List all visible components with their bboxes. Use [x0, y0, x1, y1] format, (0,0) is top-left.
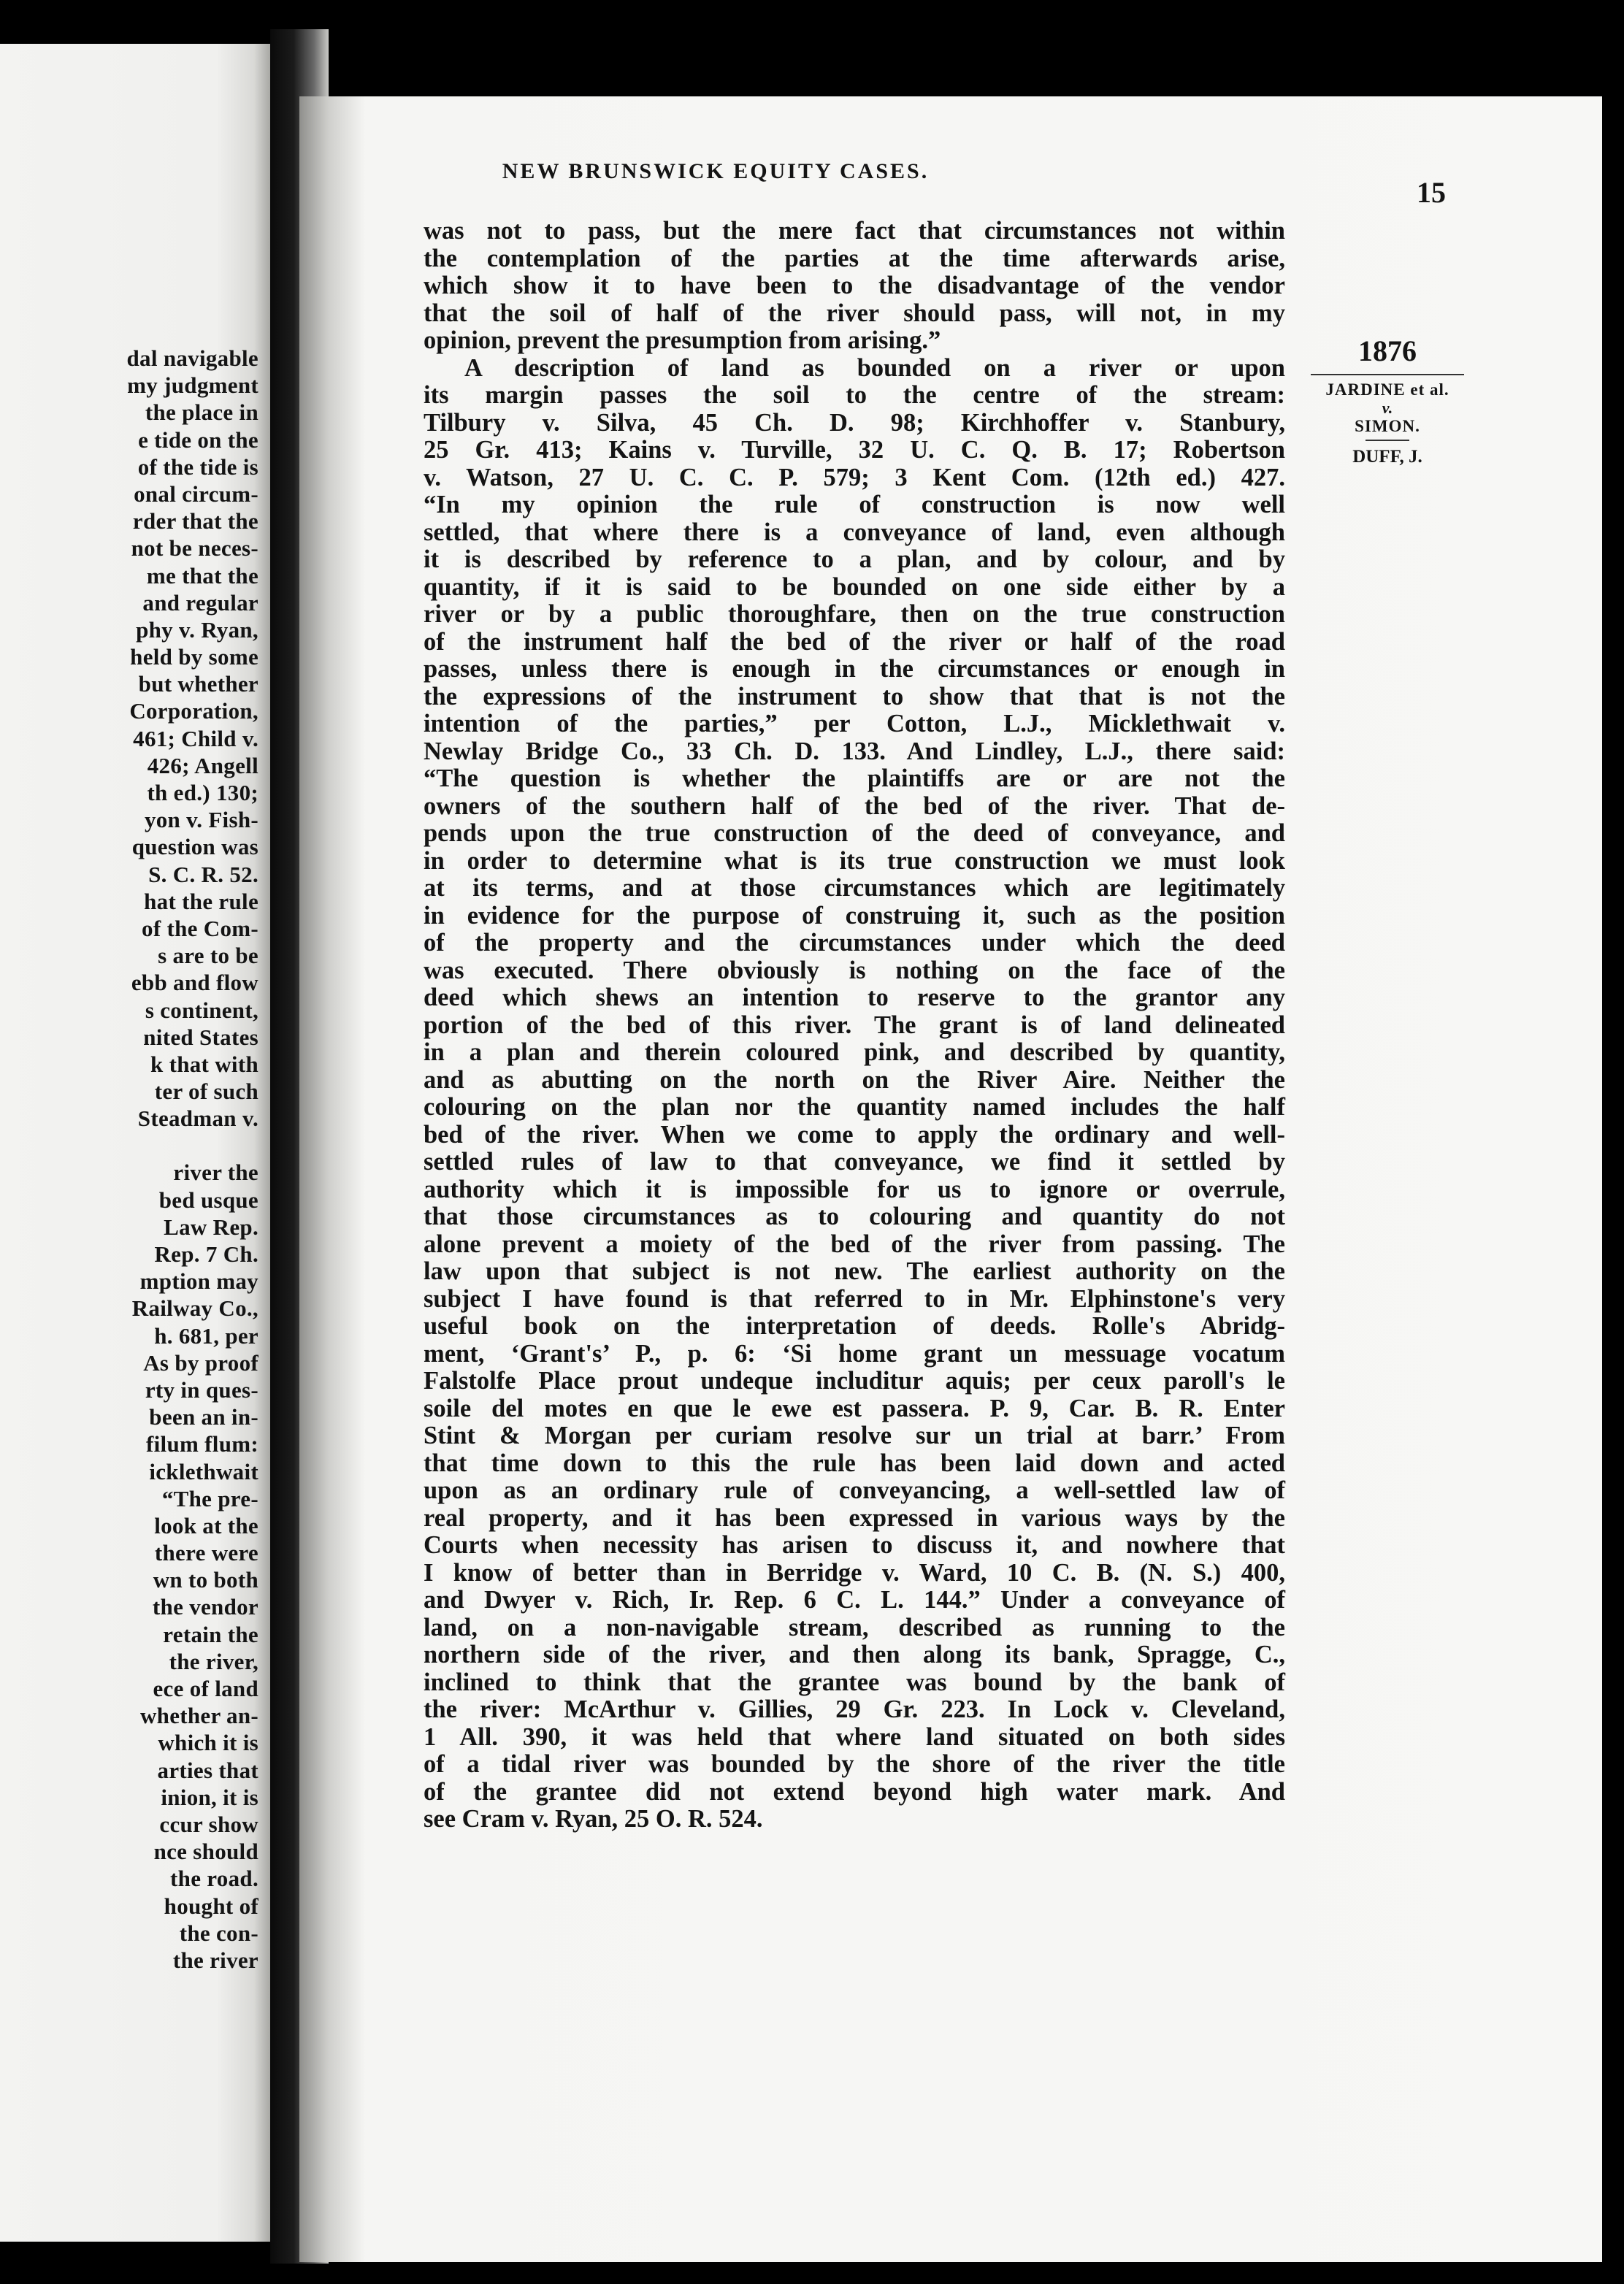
previous-page-line: the con-: [179, 1920, 258, 1946]
previous-page-line: arties that: [157, 1757, 258, 1783]
previous-page-line: “The pre-: [161, 1485, 258, 1511]
previous-page-line: mption may: [139, 1268, 258, 1295]
previous-page-line: river the: [173, 1160, 258, 1186]
body-line: Stint & Morgan per curiam resolve sur un trial at barr.’ From: [424, 1422, 1285, 1449]
body-line: see Cram v. Ryan, 25 O. R. 524.: [424, 1805, 763, 1833]
body-line: passes, unless there is enough in the circumstances or enough in: [424, 655, 1285, 683]
body-line: at its terms, and at those circumstances which are legitimately: [424, 874, 1285, 902]
body-line: portion of the bed of this river. The grant is of land delineated: [424, 1011, 1285, 1039]
body-line: authority which it is impossible for us to ignore or overrule,: [424, 1175, 1285, 1203]
body-line: deed which shews an intention to reserve to the grantor any: [424, 984, 1285, 1011]
previous-page-line: ter of such: [154, 1078, 258, 1105]
previous-page-line: rty in ques-: [145, 1376, 258, 1403]
body-line: I know of better than in Berridge v. Ward, 10 C. B. (N. S.) 400,: [424, 1558, 1285, 1587]
body-line: Falstolfe Place prout undeque includitur aquis; per ceux paroll's le: [424, 1367, 1285, 1395]
previous-page-line: yon v. Fish-: [144, 807, 258, 833]
margin-rule-short: [1366, 440, 1409, 441]
body-line: in a plan and therein coloured pink, and described by quantity,: [424, 1038, 1285, 1066]
previous-page-line: Corporation,: [129, 698, 258, 724]
body-line: soile del motes en que le ewe est passera. P. 9, Car. B. R. Enter: [424, 1394, 1285, 1422]
previous-page-line: but whether: [138, 671, 258, 697]
previous-page-line: s are to be: [158, 943, 258, 969]
previous-page-line: the road.: [170, 1866, 258, 1892]
body-line: land, on a non-navigable stream, described as running to the: [424, 1613, 1285, 1641]
previous-page-line: Law Rep.: [164, 1214, 258, 1240]
previous-page-line: ece of land: [153, 1676, 258, 1701]
case-party-defendant: SIMON.: [1355, 417, 1420, 435]
previous-page-line: held by some: [130, 644, 258, 670]
body-line: 1 All. 390, it was held that where land situated on both sides: [424, 1722, 1285, 1751]
previous-page-line: not be neces-: [131, 535, 258, 562]
body-line: which show it to have been to the disadvantage of the vendor: [424, 272, 1285, 299]
previous-page-line: s continent,: [145, 997, 258, 1023]
case-versus: v.: [1382, 399, 1393, 417]
body-line: upon as an ordinary rule of conveyancing, a well-settled law of: [424, 1476, 1285, 1504]
body-line: 25 Gr. 413; Kains v. Turville, 32 U. C. Q. B. 17; Robertson: [424, 436, 1285, 464]
body-line: real property, and it has been expressed in various ways by the: [424, 1503, 1285, 1532]
body-line: the expressions of the instrument to show that that is not the: [424, 682, 1285, 710]
body-line: law upon that subject is not new. The earliest authority on the: [424, 1257, 1285, 1285]
body-line: ment, ‘Grant's’ P., p. 6: ‘Si home grant un messuage vocatum: [424, 1339, 1285, 1368]
previous-page-line: 426; Angell: [147, 752, 258, 778]
previous-page-line: onal circum-: [134, 480, 258, 507]
previous-page-line: nited States: [143, 1024, 258, 1050]
body-line: its margin passes the soil to the centre of the stream:: [424, 381, 1285, 409]
body-line: “In my opinion the rule of construction is now well: [424, 491, 1285, 518]
body-line: that time down to this the rule has been laid down and acted: [424, 1449, 1285, 1477]
previous-page-line: S. C. R. 52.: [148, 861, 258, 887]
body-line: pends upon the true construction of the deed of conveyance, and: [424, 819, 1285, 847]
body-line: v. Watson, 27 U. C. C. P. 579; 3 Kent Com. (12th ed.) 427.: [424, 463, 1285, 491]
previous-page-line: look at the: [154, 1512, 258, 1538]
previous-page-line: [0, 1132, 258, 1159]
previous-page-line: filum flum:: [146, 1431, 258, 1457]
body-line: owners of the southern half of the bed of the river. That de-: [424, 792, 1285, 820]
previous-page-line: e tide on the: [138, 426, 258, 453]
body-line: Courts when necessity has arisen to discuss it, and nowhere that: [424, 1531, 1285, 1559]
body-line: that those circumstances as to colouring and quantity do not: [424, 1203, 1285, 1230]
previous-page-line: the vendor: [152, 1594, 258, 1620]
margin-rule: [1311, 374, 1464, 375]
previous-page-line: phy v. Ryan,: [136, 616, 258, 643]
body-line: bed of the river. When we come to apply the ordinary and well-: [424, 1120, 1285, 1149]
previous-page-line: Railway Co.,: [131, 1295, 258, 1322]
body-line: “The question is whether the plaintiffs are or are not the: [424, 764, 1285, 792]
body-line: it is described by reference to a plan, and by colour, and by: [424, 545, 1285, 573]
case-judge: DUFF, J.: [1352, 447, 1422, 467]
body-line: the river: McArthur v. Gillies, 29 Gr. 223. In Lock v. Cleveland,: [424, 1695, 1285, 1723]
previous-page-line: As by proof: [143, 1349, 258, 1376]
body-line: was not to pass, but the mere fact that circumstances not within: [424, 217, 1285, 245]
case-party-plaintiff: JARDINE et al.: [1325, 380, 1449, 399]
previous-page-line: retain the: [163, 1621, 258, 1647]
body-line: subject I have found is that referred to in Mr. Elphinstone's very: [424, 1284, 1285, 1313]
body-line: colouring on the plan nor the quantity named includes the half: [424, 1093, 1285, 1121]
previous-page-text: [0, 345, 258, 1974]
body-line: A description of land as bounded on a river or upon: [464, 353, 1285, 382]
body-line: in evidence for the purpose of construing it, such as the position: [424, 901, 1285, 930]
previous-page-line: the river,: [169, 1648, 258, 1674]
running-head: NEW BRUNSWICK EQUITY CASES.: [502, 159, 930, 183]
previous-page-line: been an in-: [149, 1404, 258, 1430]
body-line: useful book on the interpretation of deeds. Rolle's Abridg-: [424, 1312, 1285, 1340]
previous-page-line: th ed.) 130;: [147, 780, 258, 805]
previous-page-line: icklethwait: [149, 1458, 258, 1484]
body-line: of the grantee did not extend beyond high water mark. And: [424, 1777, 1285, 1806]
body-line: that the soil of half of the river should pass, will not, in my: [424, 299, 1285, 327]
previous-page-line: of the tide is: [137, 453, 258, 480]
previous-page-line: question was: [131, 834, 258, 860]
body-line: quantity, if it is said to be bounded on one side either by a: [424, 572, 1285, 601]
body-line: river or by a public thoroughfare, then on the true construction: [424, 600, 1285, 628]
previous-page-line: whether an-: [139, 1703, 258, 1729]
case-margin-note: [1307, 334, 1468, 469]
previous-page-line: inion, it is: [161, 1784, 258, 1810]
previous-page-line: and regular: [142, 589, 258, 616]
page-number: 15: [1417, 176, 1446, 209]
previous-page-line: there were: [154, 1540, 258, 1566]
previous-page-line: dal navigable: [126, 345, 258, 371]
body-line: northern side of the river, and then along its bank, Spragge, C.,: [424, 1641, 1285, 1668]
body-line: settled, that where there is a conveyance of land, even although: [424, 518, 1285, 546]
previous-page-line: ccur show: [159, 1811, 258, 1837]
body-line: of the instrument half the bed of the river or half of the road: [424, 627, 1285, 656]
body-line: alone prevent a moiety of the bed of the river from passing. The: [424, 1230, 1285, 1258]
previous-page-line: of the Com-: [142, 915, 258, 941]
body-line: was executed. There obviously is nothing on the face of the: [424, 956, 1285, 984]
previous-page-fragment: [0, 44, 270, 2242]
previous-page-line: ebb and flow: [131, 970, 258, 996]
previous-page-line: wn to both: [153, 1567, 258, 1593]
body-line: Newlay Bridge Co., 33 Ch. D. 133. And Lindley, L.J., there said:: [424, 737, 1285, 765]
body-line: inclined to think that the grantee was bound by the bank of: [424, 1668, 1285, 1696]
body-line: of a tidal river was bounded by the shore of the river the title: [424, 1750, 1285, 1778]
previous-page-line: nce should: [153, 1839, 258, 1865]
body-line: the contemplation of the parties at the time afterwards arise,: [424, 244, 1285, 272]
previous-page-line: 461; Child v.: [133, 725, 258, 751]
previous-page-line: Rep. 7 Ch.: [154, 1241, 258, 1267]
previous-page-line: the river: [172, 1947, 258, 1973]
body-line: intention of the parties,” per Cotton, L.J., Micklethwait v.: [424, 710, 1285, 737]
previous-page-line: hat the rule: [144, 888, 258, 914]
body-line: and Dwyer v. Rich, Ir. Rep. 6 C. L. 144.” Under a conveyance of: [424, 1586, 1285, 1614]
page-body-text: [424, 218, 1285, 1833]
previous-page-line: h. 681, per: [154, 1322, 258, 1349]
previous-page-line: Steadman v.: [137, 1105, 258, 1132]
body-line: of the property and the circumstances under which the deed: [424, 929, 1285, 957]
previous-page-line: hought of: [164, 1893, 258, 1919]
case-year: 1876: [1358, 334, 1417, 367]
body-line: in order to determine what is its true construction we must look: [424, 846, 1285, 875]
previous-page-line: the place in: [145, 399, 258, 426]
previous-page-line: which it is: [158, 1730, 258, 1756]
previous-page-line: my judgment: [127, 372, 258, 399]
previous-page-line: rder that the: [132, 508, 258, 534]
body-line: settled rules of law to that conveyance, we find it settled by: [424, 1148, 1285, 1176]
body-line: and as abutting on the north on the River Aire. Neither the: [424, 1065, 1285, 1094]
previous-page-line: me that the: [146, 562, 258, 589]
previous-page-line: bed usque: [158, 1187, 258, 1213]
previous-page-line: k that with: [150, 1051, 258, 1077]
body-line: Tilbury v. Silva, 45 Ch. D. 98; Kirchhoffer v. Stanbury,: [424, 408, 1285, 437]
body-line: opinion, prevent the presumption from arising.”: [424, 326, 941, 354]
